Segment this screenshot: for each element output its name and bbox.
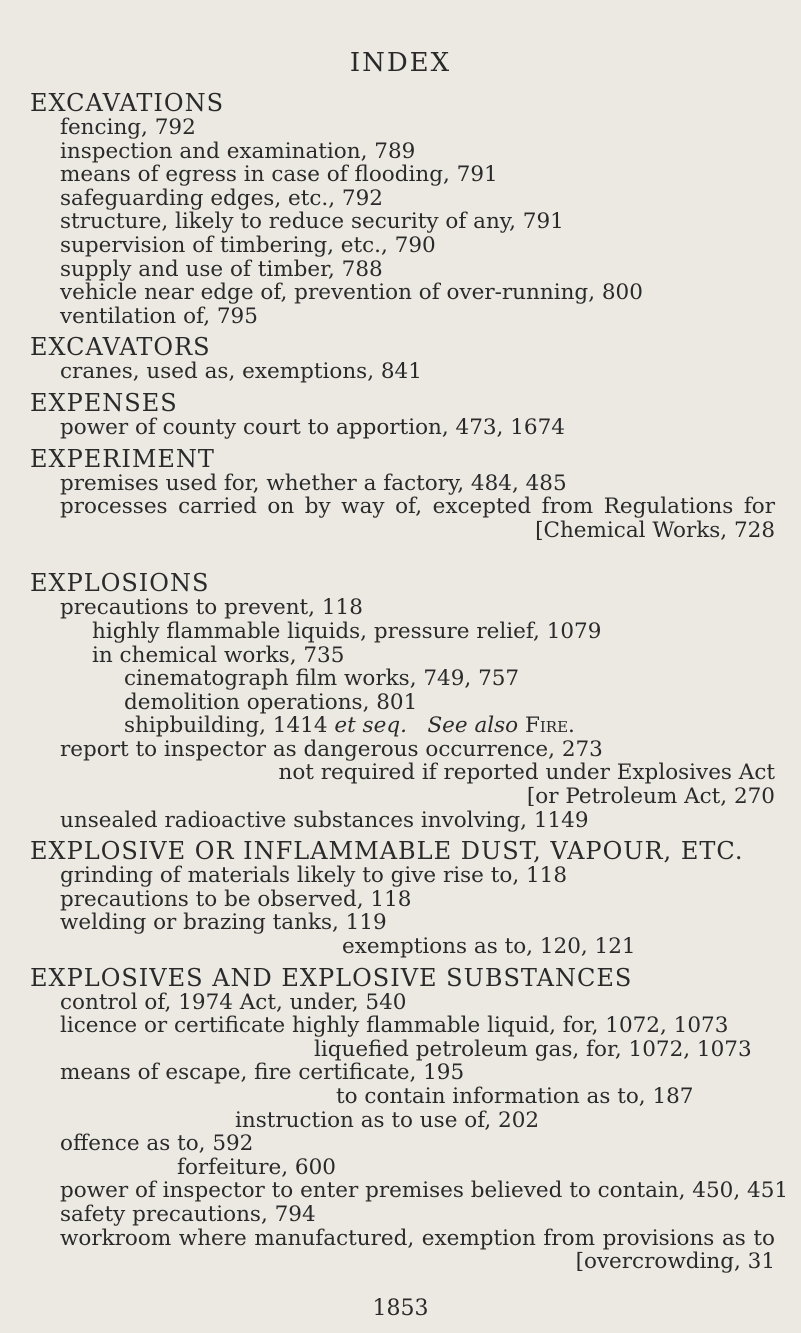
index-entry: cinematograph film works, 749, 757 — [124, 666, 520, 692]
index-entry: instruction as to use of, 202 — [235, 1107, 540, 1133]
index-entry: power of inspector to enter premises believed to contain, 450, 451 — [60, 1178, 789, 1204]
index-content — [30, 89, 789, 1275]
index-entry: welding or brazing tanks, 119 — [60, 910, 387, 936]
spacer — [30, 542, 775, 564]
index-heading: EXPLOSIVE OR INFLAMMABLE DUST, VAPOUR, ETC. — [30, 837, 744, 866]
index-entry: inspection and examination, 789 — [60, 138, 416, 164]
index-entry: grinding of materials likely to give rise to, 118 — [60, 863, 568, 889]
index-entry: report to inspector as dangerous occurrence, 273 — [60, 736, 603, 762]
index-entry: fencing, 792 — [60, 115, 196, 140]
index-entry: in chemical works, 735 — [92, 642, 345, 668]
index-entry: supply and use of timber, 788 — [60, 256, 383, 282]
index-heading: EXCAVATIONS — [30, 89, 225, 117]
index-entry: ventilation of, 795 — [60, 303, 258, 329]
index-entry: means of egress in case of flooding, 791 — [60, 162, 498, 188]
index-heading: EXPLOSIVES AND EXPLOSIVE SUBSTANCES — [30, 963, 633, 992]
index-entry: licence or certificate highly flammable liquid, for, 1072, 1073 — [60, 1013, 729, 1039]
index-entry-continuation: [overcrowding, 31 — [575, 1249, 775, 1275]
index-entry — [30, 714, 775, 738]
index-entry: liquefied petroleum gas, for, 1072, 1073 — [314, 1036, 752, 1062]
page-title: INDEX — [349, 48, 452, 78]
index-entry: safety precautions, 794 — [60, 1201, 316, 1227]
page-number: 1853 — [372, 1296, 429, 1321]
index-entry: offence as to, 592 — [60, 1131, 254, 1157]
index-heading: EXCAVATORS — [30, 333, 211, 362]
index-entry: means of escape, fire certificate, 195 — [60, 1060, 465, 1086]
index-entry: demolition operations, 801 — [124, 689, 418, 715]
index-entry: workroom where manufactured, exemption from provisions as to — [60, 1225, 775, 1251]
cross-reference: Fire. — [524, 713, 575, 739]
index-entry-continuation: [or Petroleum Act, 270 — [526, 784, 775, 810]
index-entry: vehicle near edge of, prevention of over-running, 800 — [60, 280, 643, 306]
index-entry: to contain information as to, 187 — [336, 1084, 694, 1109]
index-entry: cranes, used as, exemptions, 841 — [60, 359, 422, 385]
index-entry: unsealed radioactive substances involving, 1149 — [60, 807, 589, 833]
index-entry: power of county court to apportion, 473, 1674 — [60, 414, 565, 440]
index-heading: EXPLOSIONS — [30, 569, 210, 598]
index-entry: supervision of timbering, etc., 790 — [60, 232, 436, 258]
index-entry: highly flammable liquids, pressure relief, 1079 — [92, 618, 602, 644]
index-heading: EXPERIMENT — [30, 444, 215, 473]
index-entry: not required if reported under Explosives Act — [278, 760, 775, 786]
index-entry: processes carried on by way of, excepted from Regulations for — [60, 494, 775, 520]
index-entry: exemptions as to, 120, 121 — [342, 934, 636, 960]
index-entry-continuation: [Chemical Works, 728 — [535, 517, 775, 543]
see-also-text: See also — [427, 713, 519, 739]
index-entry: premises used for, whether a factory, 484, 485 — [60, 470, 567, 496]
index-entry: precautions to prevent, 118 — [60, 595, 363, 621]
index-entry: precautions to be observed, 118 — [60, 886, 412, 912]
index-entry-text: shipbuilding, 1414 — [124, 713, 328, 739]
index-entry: structure, likely to reduce security of any, 791 — [60, 209, 564, 235]
index-entry: control of, 1974 Act, under, 540 — [60, 989, 407, 1015]
index-entry: forfeiture, 600 — [177, 1154, 336, 1180]
et-seq-text: et seq. — [334, 713, 407, 739]
index-heading: EXPENSES — [30, 388, 178, 417]
index-entry: safeguarding edges, etc., 792 — [60, 185, 383, 211]
